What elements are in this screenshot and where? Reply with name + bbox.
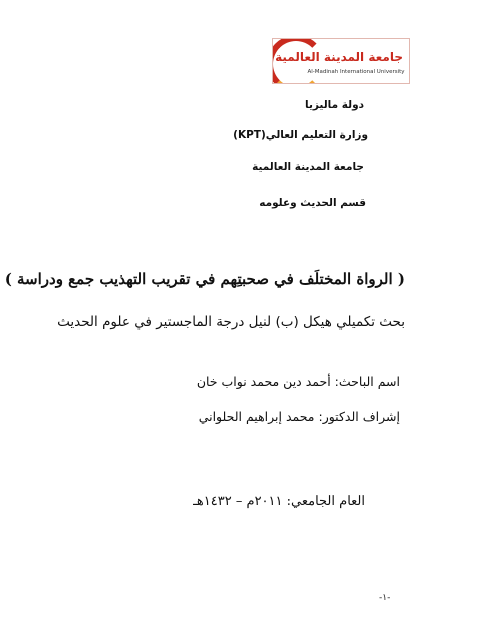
university-line: جامعة المدينة العالمية <box>252 161 364 173</box>
academic-year: العام الجامعي: ٢٠١١م – ١٤٣٢هـ <box>193 494 365 509</box>
thesis-title: ( الرواة المختلَف في صحبتِهم في تقريب التهذيب جمع ودراسة ) <box>4 270 405 288</box>
department-line: قسم الحديث وعلومه <box>259 197 366 209</box>
researcher-name: اسم الباحث: أحمد دين محمد نواب خان <box>196 374 400 389</box>
logo-english-text: Al-Madinah International University <box>307 69 405 75</box>
logo-arabic-text: جامعة المدينة العالمية <box>275 50 403 64</box>
country-line: دولة ماليزيا <box>305 99 364 111</box>
ministry-line: وزارة التعليم العالي(KPT) <box>233 129 368 141</box>
page-number: -١- <box>379 593 391 603</box>
university-logo <box>272 38 410 84</box>
supervisor-name: إشراف الدكتور: محمد إبراهيم الحلواني <box>198 409 400 424</box>
thesis-subtitle: بحث تكميلي هيكل (ب) لنيل درجة الماجستير في علوم الحديث <box>57 314 405 330</box>
